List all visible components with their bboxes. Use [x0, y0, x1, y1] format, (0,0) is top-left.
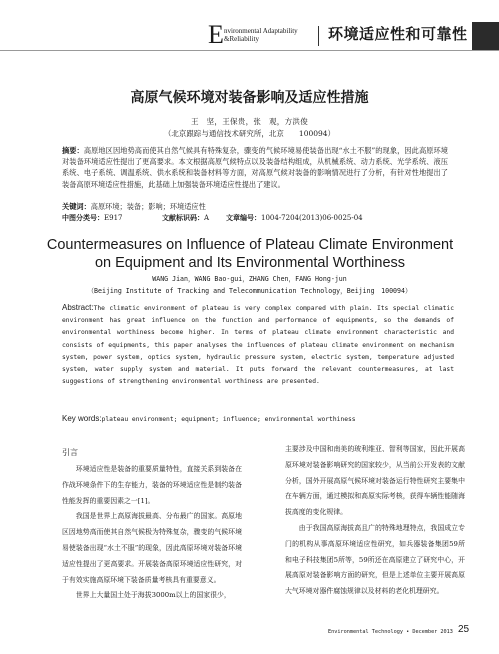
paragraph: 世界上大量国土处于海拔3000m以上的国家很少，: [75, 591, 231, 600]
abstract-en-text: The climatic environment of plateau is very complex compared with plain. Its special climatic environment has great influence on the function and performance of equipments, so the demands of environmental worthiness become higher. In terms of plateau climate environment characteristic and consists of equipments, this paper analyses the influences of plateau climate environment on mechanism system, power system, optics system, hydraulic pressure system, electric system, temperature adjusted system, water supply system and material. It puts forward the relevant countermeasures, at last suggestions of strengthening environmental worthiness are presented.: [62, 305, 454, 386]
journal-chinese-name: 环境适应性和可靠性: [328, 25, 468, 43]
article-no-value: 1004-7204(2013)06-0025-04: [261, 214, 363, 222]
paragraph: 我国是世界上高原海拔最高、分布最广的国家。高原地区因地势高而使其自然气候极为特殊复杂，骤变的气候环境易使装备出现“水土不服”的现象，因此高原环境对装备环境适应性提出了更高要求。开展装备高原环境适应性研究，对于有效实施高原环境下装备质量考核具有重要意义。: [62, 512, 242, 584]
abstract-en-label: Abstract:: [62, 303, 94, 312]
body-column-left: [62, 445, 242, 604]
article-title-en: Countermeasures on Influence of Plateau Climate Environment on Equipment and Its Environmental Worthiness: [46, 237, 454, 271]
keywords-en: [62, 413, 454, 426]
authors-cn: 王 坚，王保贵，张 观，方洪俊: [191, 117, 308, 126]
keywords-cn: [62, 201, 448, 212]
intro-heading: 引言: [62, 448, 78, 457]
doc-code-label: 文献标识码：: [162, 214, 204, 222]
doc-code-value: A: [204, 214, 210, 222]
article-no-label: 文章编号：: [226, 214, 261, 222]
header-tab-block: [472, 22, 499, 50]
abstract-cn-text: 高原地区因地势高而使其自然气候具有特殊复杂，骤变的气候环境易使装备出现“水土不服”的现象，因此高原环境对装备环境适应性提出了更高要求。本文根据高原气候特点以及装备结构组成，从机械系统、动力系统、光学系统、液压系统、电子系统、调温系统、供水系统和装备材料等方面，对高原气候对装备的影响情况进行了分析，有针对性地提出了装备高原环境适应性措施，此基础上加强装备环境适应性提出了建议。: [62, 146, 448, 189]
keywords-cn-label: 关键词：: [62, 202, 91, 211]
paragraph: 由于我国高原海拔高且广的特殊地理特点，我国成立专门的机构从事高原环境适应性研究，如兵器装备集团59所和电子科技集团5所等，59所还在高原建立了研究中心，开展高原对装备影响方面的研究，但是上述单位主要开展高原大气环境对器件腐蚀规律以及材料的老化机理研究。: [285, 523, 465, 596]
authors-en: WANG Jian，WANG Bao-gui，ZHANG Chen，FANG Hong-jun: [152, 275, 347, 283]
paragraph: 主要涉及中国和南美的玻利维亚、智利等国家，因此开展高原环境对装备影响研究的国家较少，从当前公开发表的文献分析，国外开展高原气候环境对装备运行特性研究主要集中在车辆方面，通过模拟和高原实际考核，获得车辆性能随海拔高度的变化规律。: [285, 445, 465, 517]
clc-label: 中图分类号：: [62, 214, 104, 222]
footer-journal: Environmental Technology • December 2013: [328, 629, 453, 635]
keywords-en-text: plateau environment; equipment; influence; environmental worthiness: [101, 416, 356, 423]
page-number: 25: [458, 624, 470, 635]
header-divider: [318, 26, 319, 46]
body-column-right: [285, 442, 465, 600]
affiliation-en: （Beijing Institute of Tracking and Telecommunication Technology，Beijing 100094）: [87, 287, 412, 295]
article-title-cn: 高原气候环境对装备影响及适应性措施: [130, 90, 369, 106]
journal-english-line1: nvironmental Adaptability: [224, 27, 298, 35]
classification-row: [62, 213, 363, 223]
header-rule: [0, 50, 499, 51]
keywords-cn-text: 高原环境；装备；影响；环境适应性: [90, 202, 206, 211]
abstract-cn: [62, 145, 448, 190]
journal-english-name: [224, 27, 298, 43]
journal-initial: E: [208, 20, 224, 49]
affiliation-cn: （北京跟踪与通信技术研究所，北京 100094）: [163, 129, 336, 138]
keywords-en-label: Key words:: [62, 414, 102, 423]
paragraph: 环境适应性是装备的重要质量特性，直接关系到装备在作战环境条件下的生存能力，装备的环境适应性是制约装备性能发挥的重要因素之一[1]。: [62, 465, 242, 505]
abstract-en: [62, 302, 454, 388]
clc-value: E917: [104, 214, 123, 222]
journal-english-line2: &Reliability: [224, 35, 259, 43]
abstract-cn-label: 摘要：: [62, 146, 84, 155]
